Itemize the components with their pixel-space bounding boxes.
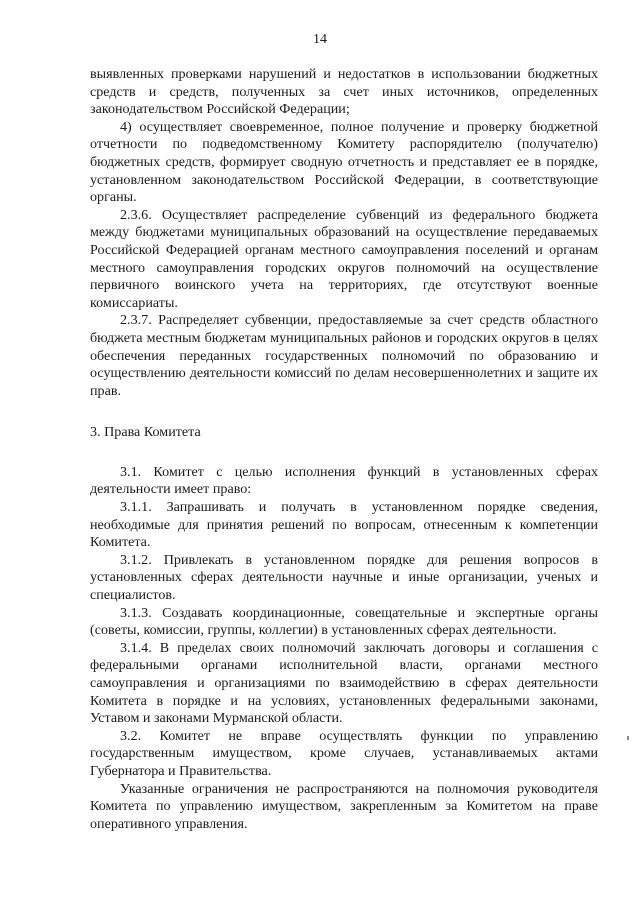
paragraph: 3.1.3. Создавать координационные, совещательные и экспертные органы (советы, комиссии, группы, коллегии) в установленных сферах деятельности.: [90, 604, 598, 639]
paragraph: 3.1.1. Запрашивать и получать в установленном порядке сведения, необходимые для принятия решений по вопросам, отнесенным к компетенции Комитета.: [90, 499, 598, 551]
paragraph: 3.1. Комитет с целью исполнения функций в установленных сферах деятельности имеет право:: [90, 463, 598, 498]
scan-speck: [627, 736, 629, 740]
paragraph: Указанные ограничения не распространяются на полномочия руководителя Комитета по управлению имуществом, закрепленным за Комитетом на праве оперативного управления.: [90, 780, 598, 832]
paragraph: 3.1.2. Привлекать в установленном порядке для решения вопросов в установленных сферах деятельности научные и иные организации, ученых и специалистов.: [90, 551, 598, 604]
paragraph: 3.2. Комитет не вправе осуществлять функции по управлению государственным имуществом, кроме случаев, устанавливаемых актами Губернатора и Правительства.: [90, 727, 598, 779]
paragraph: выявленных проверками нарушений и недостатков в использовании бюджетных средств и средств, полученных за счет иных источников, определенных законодательством Российской Федерации;: [90, 66, 598, 118]
paragraph: 4) осуществляет своевременное, полное получение и проверку бюджетной отчетности по подведомственному Комитету распорядителю (получателю) бюджетных средств, формирует сводную отчетность и представляет ее в порядке, установленном законодательством Российской Федерации, в соответствующие органы.: [90, 118, 598, 206]
paragraph: 3.1.4. В пределах своих полномочий заключать договоры и соглашения с федеральными органами исполнительной власти, органами местного самоуправления и организациями по взаимодействию в сферах деятельности Комитета в порядке и на условиях, установленных федеральными законами, Уставом и законами Мурманской области.: [90, 639, 598, 727]
page-number: 14: [313, 32, 327, 47]
section-heading: 3. Права Комитета: [90, 424, 201, 441]
paragraph: 2.3.7. Распределяет субвенции, предоставляемые за счет средств областного бюджета местным бюджетам муниципальных районов и городских округов в целях обеспечения переданных государственных полномочий по образованию и осуществлению деятельности комиссий по делам несовершеннолетних и защите их прав.: [90, 312, 598, 399]
document-body: [90, 66, 598, 833]
paragraph: 2.3.6. Осуществляет распределение субвенций из федерального бюджета между бюджетами муниципальных образований на осуществление передаваемых Российской Федерацией органам местного самоуправления поселений и органам местного самоуправления городских округов полномочий на осуществление первичного воинского учета на территориях, где отсутствуют военные комиссариаты.: [90, 206, 598, 311]
